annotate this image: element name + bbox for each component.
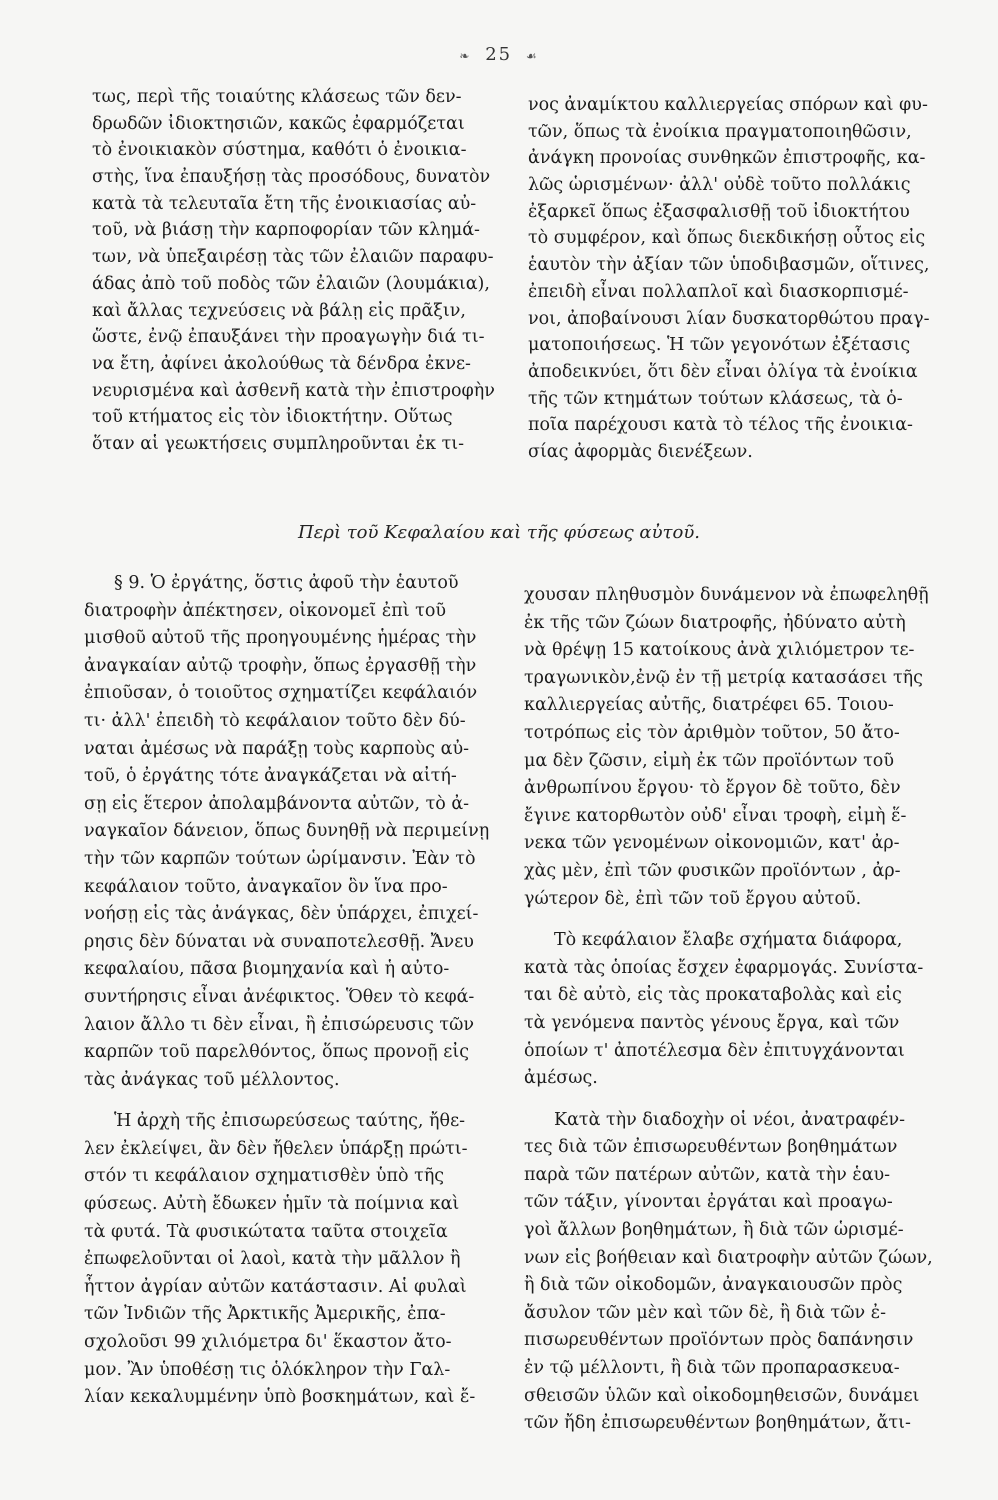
text-line: τὰ γενόμενα παντὸς γένους ἔργα, καὶ τῶν — [524, 1012, 900, 1033]
text-line: καλλιεργείας αὐτῆς, διατρέφει 65. Τοιου- — [524, 695, 894, 716]
text-line: κατὰ τὰς ὁποίας ἔσχεν ἐφαρμογάς. Συνίστα- — [524, 957, 924, 978]
text-line: ὥστε, ἐνῷ ἐπαυξάνει τὴν προαγωγὴν διά τι- — [92, 327, 485, 348]
text-line: τες διὰ τῶν ἐπισωρευθέντων βοηθημάτων — [524, 1137, 898, 1158]
text-line: άδας ἀπὸ τοῦ ποδὸς τῶν ἐλαιῶν (λουμάκια), — [92, 273, 490, 294]
text-line: τὰ φυτά. Τὰ φυσικώτατα ταῦτα στοιχεῖα — [84, 1221, 448, 1242]
text-line: σῃ εἰς ἕτερον ἀπολαμβάνοντα αὐτῶν, τὸ ἀ- — [84, 793, 470, 814]
page-number-value: 25 — [485, 44, 513, 65]
text-line: λαιον ἄλλο τι δὲν εἶναι, ἢ ἐπισώρευσις τῶν — [84, 1014, 474, 1035]
text-line: κατὰ τὰ τελευταῖα ἔτη τῆς ἐνοικιασίας αὐ- — [92, 193, 477, 214]
text-line: μον. Ἂν ὑποθέσῃ τις ὁλόκληρον τὴν Γαλ- — [84, 1359, 451, 1380]
text-line: νος ἀναμίκτου καλλιεργείας σπόρων καὶ φυ- — [528, 95, 928, 115]
top-right-column — [528, 92, 968, 466]
text-line: ἀνάγκη προνοίας συνθηκῶν ἐπιστροφῆς, κα- — [528, 148, 926, 169]
text-line: τως, περὶ τῆς τοιαύτης κλάσεως τῶν δεν- — [92, 87, 462, 107]
text-line: τοῦ κτήματος εἰς τὸν ἰδιοκτήτην. Οὕτως — [92, 407, 453, 428]
text-line: τῶν Ἰνδιῶν τῆς Ἀρκτικῆς Ἀμερικῆς, ἐπα- — [84, 1304, 446, 1325]
ornament-left: ❧ — [459, 49, 472, 63]
text-line: τὰς ἀνάγκας τοῦ μέλλοντος. — [84, 1069, 340, 1090]
text-line: ἐκ τῆς τῶν ζώων διατροφῆς, ἠδύνατο αὐτὴ — [524, 612, 906, 633]
text-line: διατροφὴν ἀπέκτησεν, οἰκονομεῖ ἐπὶ τοῦ — [84, 600, 447, 621]
text-line: ἐξαρκεῖ ὅπως ἐξασφαλισθῇ τοῦ ἰδιοκτήτου — [528, 201, 910, 222]
text-line: τι· ἀλλ' ἐπειδὴ τὸ κεφάλαιον τοῦτο δὲν δύ- — [84, 710, 466, 731]
text-line: γοὶ ἄλλων βοηθημάτων, ἢ διὰ τῶν ὡρισμέ- — [524, 1220, 904, 1241]
text-line: καὶ ἄλλας τεχνεύσεις νὰ βάλῃ εἰς πρᾶξιν, — [92, 300, 466, 321]
text-line: τῶν, ὅπως τὰ ἐνοίκια πραγματοποιηθῶσιν, — [528, 121, 912, 142]
text-line: σίας ἀφορμὰς διενέξεων. — [528, 441, 753, 462]
text-line: καρπῶν τοῦ παρελθόντος, ὅπως προνοῇ εἰς — [84, 1042, 469, 1063]
text-line: ἑαυτὸν τὴν ἀξίαν τῶν ὑποδιβασμῶν, οἵτινες, — [528, 255, 930, 276]
text-line: λῶς ὡρισμένων· ἀλλ' οὐδὲ τοῦτο πολλάκις — [528, 175, 911, 196]
text-line: κεφαλαίου, πᾶσα βιομηχανία καὶ ἡ αὐτο- — [84, 959, 450, 980]
text-line: ἔγινε κατορθωτὸν οὐδ' εἶναι τροφὴ, εἰμὴ ἕ- — [524, 805, 907, 826]
text-line: τῶν τάξιν, γίνονται ἐργάται καὶ προαγω- — [524, 1192, 893, 1213]
text-line: των, νὰ ὑπεξαιρέσῃ τὰς τῶν ἐλαιῶν παραφυ- — [92, 247, 494, 268]
text-line: τοῦ, ὁ ἐργάτης τότε ἀναγκάζεται νὰ αἰτή- — [84, 766, 457, 787]
section-heading: Περὶ τοῦ Κεφαλαίου καὶ τῆς φύσεως αὐτοῦ. — [298, 522, 700, 543]
text-line: ναγκαῖον δάνειον, ὅπως δυνηθῇ νὰ περιμείνῃ — [84, 821, 490, 842]
text-line: χὰς μὲν, ἐπὶ τῶν φυσικῶν προϊόντων , ἀρ- — [524, 860, 901, 881]
text-line: ἢ διὰ τῶν οἰκοδομῶν, ἀναγκαιουσῶν πρὸς — [524, 1275, 903, 1296]
text-line: δρωδῶν ἰδιοκτησιῶν, κακῶς ἐφαρμόζεται — [92, 113, 465, 134]
text-line: ἐν τῷ μέλλοντι, ἢ διὰ τῶν προπαρασκευα- — [524, 1358, 900, 1379]
text-line: να ἔτη, ἀφίνει ἀκολούθως τὰ δένδρα ἐκνε- — [92, 353, 471, 374]
text-line: ἀποδεικνύει, ὅτι δὲν εἶναι ὀλίγα τὰ ἐνοίκια — [528, 361, 918, 382]
text-line: ὅταν αἱ γεωκτήσεις συμπληροῦνται ἐκ τι- — [92, 433, 465, 454]
text-line: ἐπιοῦσαν, ὁ τοιοῦτος σχηματίζει κεφάλαιόν — [84, 683, 478, 704]
text-line: ἄσυλον τῶν μὲν καὶ τῶν δὲ, ἢ διὰ τῶν ἐ- — [524, 1302, 887, 1323]
text-line: τοῦ, νὰ βιάσῃ τὴν καρποφορίαν τῶν κλημά- — [92, 220, 480, 241]
paragraph-gap — [524, 1093, 970, 1107]
text-line: § 9. Ὁ ἐργάτης, ὅστις ἀφοῦ τὴν ἑαυτοῦ — [114, 573, 459, 593]
text-line: σχολοῦσι 99 χιλιόμετρα δι' ἕκαστον ἄτο- — [84, 1332, 452, 1353]
text-line: νοι, ἀποβαίνουσι λίαν δυσκατορθώτου πραγ- — [528, 308, 930, 329]
text-line: ποῖα παρέχουσι κατὰ τὸ τέλος τῆς ἐνοικια- — [528, 415, 913, 436]
text-line: τραγωνικὸν,ἐνῷ ἐν τῇ μετρίᾳ κατασάσει τῆς — [524, 667, 923, 688]
text-line: ἐπειδὴ εἶναι πολλαπλοῖ καὶ διασκορπισμέ- — [528, 281, 909, 302]
text-line: φύσεως. Αὐτὴ ἔδωκεν ἡμῖν τὰ ποίμνια καὶ — [84, 1194, 460, 1215]
text-line: ὁποίων τ' ἀποτέλεσμα δὲν ἐπιτυγχάνονται — [524, 1040, 905, 1061]
text-line: ται δὲ αὐτὸ, εἰς τὰς προκαταβολὰς καὶ εἰς — [524, 985, 902, 1006]
text-line: μισθοῦ αὐτοῦ τῆς προηγουμένης ἡμέρας τὴν — [84, 628, 477, 649]
text-line: ματοποιήσεως. Ἡ τῶν γεγονότων ἐξέτασις — [528, 335, 911, 356]
text-line: τὸ ἐνοικιακὸν σύστημα, καθότι ὁ ἐνοικια- — [92, 140, 467, 161]
text-line: νοήσῃ εἰς τὰς ἀνάγκας, δὲν ὑπάρχει, ἐπιχεί- — [84, 904, 479, 925]
bottom-right-column — [524, 582, 970, 1438]
ornament-right: ☙ — [525, 49, 539, 63]
text-line: λεν ἐκλείψει, ἂν δὲν ἤθελεν ὑπάρξῃ πρώτι- — [84, 1138, 468, 1159]
text-line: ἐπωφελοῦνται οἱ λαοὶ, κατὰ τὴν μᾶλλον ἢ — [84, 1249, 461, 1270]
text-line: λίαν κεκαλυμμένην ὑπὸ βοσκημάτων, καὶ ἔ- — [84, 1387, 476, 1408]
text-line: ἀναγκαίαν αὐτῷ τροφὴν, ὅπως ἐργασθῇ τὴν — [84, 655, 477, 676]
text-line: στὴς, ἵνα ἐπαυξήσῃ τὰς προσόδους, δυνατὸν — [92, 167, 491, 188]
text-line: μα δὲν ζῶσιν, εἰμὴ ἐκ τῶν προϊόντων τοῦ — [524, 750, 894, 771]
top-left-column — [92, 84, 502, 458]
paragraph-gap — [524, 913, 970, 927]
text-line: νεκα τῶν γενομένων οἰκονομιῶν, κατ' ἀρ- — [524, 833, 900, 854]
text-line: παρὰ τῶν πατέρων αὐτῶν, κατὰ τὴν ἑαυ- — [524, 1164, 891, 1185]
text-line: πισωρευθέντων προϊόντων πρὸς δαπάνησιν — [524, 1330, 914, 1351]
text-line: τῆς τῶν κτημάτων τούτων κλάσεως, τὰ ὁ- — [528, 388, 903, 409]
text-line: Ἡ ἀρχὴ τῆς ἐπισωρεύσεως ταύτης, ἤθε- — [114, 1111, 466, 1132]
text-line: ἀνθρωπίνου ἔργου· τὸ ἔργον δὲ τοῦτο, δὲν — [524, 778, 901, 799]
text-line: νων εἰς βοήθειαν καὶ διατροφὴν αὐτῶν ζώων, — [524, 1247, 933, 1268]
text-line: γώτερον δὲ, ἐπὶ τῶν τοῦ ἔργου αὐτοῦ. — [524, 888, 862, 909]
text-line: νευρισμένα καὶ ἀσθενῆ κατὰ τὴν ἐπιστροφὴν — [92, 380, 495, 401]
text-line: τὴν τῶν καρπῶν τούτων ὡρίμανσιν. Ἐὰν τὸ — [84, 848, 476, 869]
text-line: σθεισῶν ὑλῶν καὶ οἰκοδομηθεισῶν, δυνάμει — [524, 1385, 920, 1406]
text-line: συντήρησις εἶναι ἀνέφικτος. Ὅθεν τὸ κεφά- — [84, 986, 475, 1007]
text-line: ἧττον ἀγρίαν αὐτῶν κατάστασιν. Αἱ φυλαὶ — [84, 1276, 467, 1297]
text-line: Τὸ κεφάλαιον ἔλαβε σχήματα διάφορα, — [554, 930, 903, 951]
text-line: ἀμέσως. — [524, 1068, 598, 1089]
text-line: ναται ἀμέσως νὰ παράξῃ τοὺς καρποὺς αὐ- — [84, 738, 470, 759]
text-line: Κατὰ τὴν διαδοχὴν οἱ νέοι, ἀνατραφέν- — [554, 1109, 906, 1130]
bottom-left-column — [84, 570, 502, 1412]
text-line: χουσαν πληθυσμὸν δυνάμενον νὰ ἐπωφεληθῇ — [524, 585, 929, 605]
text-line: τῶν ἤδη ἐπισωρευθέντων βοηθημάτων, ἄτι- — [524, 1413, 911, 1434]
text-line: στόν τι κεφάλαιον σχηματισθὲν ὑπὸ τῆς — [84, 1166, 445, 1187]
page-number — [0, 44, 998, 65]
text-line: ρησις δὲν δύναται νὰ συναποτελεσθῇ. Ἄνευ — [84, 931, 474, 952]
text-line: τοτρόπως εἰς τὸν ἀριθμὸν τοῦτον, 50 ἄτο- — [524, 722, 900, 743]
text-line: τὸ συμφέρον, καὶ ὅπως διεκδικήσῃ οὗτος εἰς — [528, 228, 926, 249]
paragraph-gap — [84, 1094, 502, 1108]
text-line: κεφάλαιον τοῦτο, ἀναγκαῖον ὃν ἵνα προ- — [84, 876, 448, 897]
text-line: νὰ θρέψῃ 15 κατοίκους ἀνὰ χιλιόμετρον τε- — [524, 640, 915, 661]
